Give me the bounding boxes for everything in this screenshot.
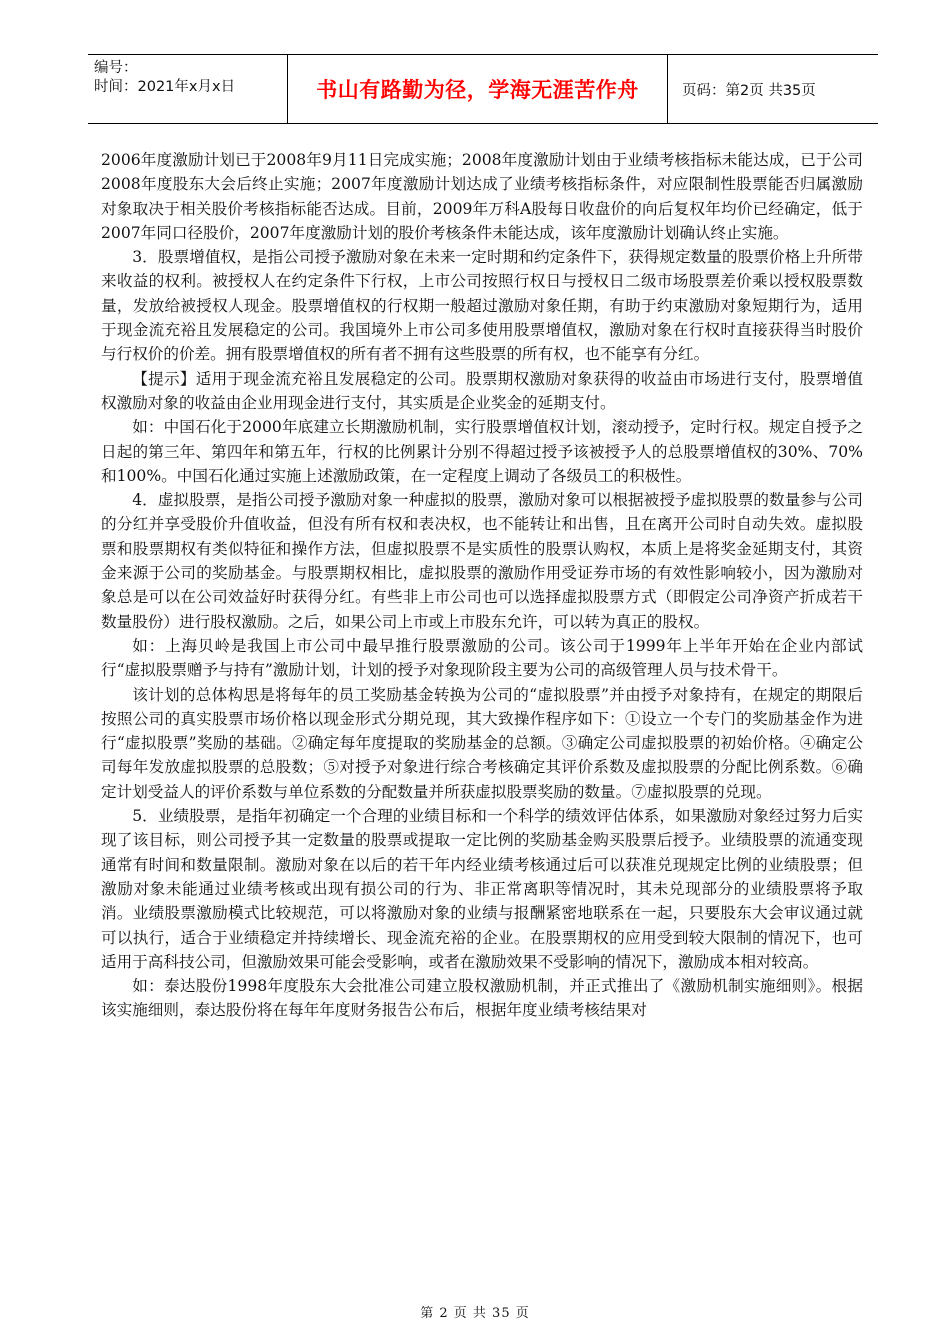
paragraph-1: 2006年度激励计划已于2008年9月11日完成实施；2008年度激励计划由于业绩考核指标未能达成，已于公司2008年度股东大会后终止实施；2007年度激励计划达成了业绩考核指标条件，对应限制性股票能否归属激励对象取决于相关股价考核指标能否达成。目前，2009年万科A股每日收盘价的向后复权年均价已经确定，低于2007年同口径股价，2007年度激励计划的股价考核条件未能达成，该年度激励计划确认终止实施。 xyxy=(101,151,863,242)
page-footer: 第 2 页 共 35 页 xyxy=(420,1306,530,1321)
header-motto: 书山有路勤为径，学海无涯苦作舟 xyxy=(288,55,668,123)
paragraph-2: 3．股票增值权，是指公司授予激励对象在未来一定时期和约定条件下，获得规定数量的股票价格上升所带来收益的权利。被授权人在约定条件下行权，上市公司按照行权日与授权日二级市场股票差价乘以授权股票数量，发放给被授权人现金。股票增值权的行权期一般超过激励对象任期，有助于约束激励对象短期行为，适用于现金流充裕且发展稳定的公司。我国境外上市公司多使用股票增值权，激励对象在行权时直接获得当时股价与行权价的价差。拥有股票增值权的所有者不拥有这些股票的所有权，也不能享有分红。 xyxy=(101,248,863,364)
paragraph-8: 5．业绩股票，是指年初确定一个合理的业绩目标和一个科学的绩效评估体系，如果激励对象经过努力后实现了该目标，则公司授予其一定数量的股票或提取一定比例的奖励基金购买股票后授予。业绩股票的流通变现通常有时间和数量限制。激励对象在以后的若干年内经业绩考核通过后可以获准兑现规定比例的业绩股票；但激励对象未能通过业绩考核或出现有损公司的行为、非正常离职等情况时，其未兑现部分的业绩股票将予取消。业绩股票激励模式比较规范，可以将激励对象的业绩与报酬紧密地联系在一起，只要股东大会审议通过就可以执行，适合于业绩稳定并持续增长、现金流充裕的企业。在股票期权的应用受到较大限制的情况下，也可适用于高科技公司，但激励效果可能会受影响，或者在激励效果不受影响的情况下，激励成本相对较高。 xyxy=(101,807,863,971)
paragraph-6: 如：上海贝岭是我国上市公司中最早推行股票激励的公司。该公司于1999年上半年开始在企业内部试行“虚拟股票赠予与持有”激励计划，计划的授予对象现阶段主要为公司的高级管理人员与技术骨干。 xyxy=(101,636,863,680)
document-body xyxy=(101,148,863,1023)
paragraph-5: 4．虚拟股票，是指公司授予激励对象一种虚拟的股票，激励对象可以根据被授予虚拟股票的数量参与公司的分红并享受股价升值收益，但没有所有权和表决权，也不能转让和出售，且在离开公司时自动失效。虚拟股票和股票期权有类似特征和操作方法，但虚拟股票不是实质性的股票认购权，本质上是将奖金延期支付，其资金来源于公司的奖励基金。与股票期权相比，虚拟股票的激励作用受证券市场的有效性影响较小，因为激励对象总是可以在公司效益好时获得分红。有些非上市公司也可以选择虚拟股票方式（即假定公司净资产折成若干数量股份）进行股权激励。之后，如果公司上市或上市股东允许，可以转为真正的股权。 xyxy=(101,491,863,631)
paragraph-7: 该计划的总体构思是将每年的员工奖励基金转换为公司的“虚拟股票”并由授予对象持有，在规定的期限后按照公司的真实股票市场价格以现金形式分期兑现，其大致操作程序如下：①设立一个专门的奖励基金作为进行“虚拟股票”奖励的基础。②确定每年度提取的奖励基金的总额。③确定公司虚拟股票的初始价格。④确定公司每年发放虚拟股票的总股数；⑤对授予对象进行综合考核确定其评价系数及虚拟股票的分配比例系数。⑥确定计划受益人的评价系数与单位系数的分配数量并所获虚拟股票奖励的数量。⑦虚拟股票的兑现。 xyxy=(101,685,863,801)
paragraph-9: 如：泰达股份1998年度股东大会批准公司建立股权激励机制，并正式推出了《激励机制实施细则》。根据该实施细则，泰达股份将在每年年度财务报告公布后，根据年度业绩考核结果对 xyxy=(101,977,863,1020)
paragraph-4: 如：中国石化于2000年底建立长期激励机制，实行股票增值权计划，滚动授予，定时行权。规定自授予之日起的第三年、第四年和第五年，行权的比例累计分别不得超过授予该被授予人的总股票增值权的30%、70%和100%。中国石化通过实施上述激励政策，在一定程度上调动了各级员工的积极性。 xyxy=(101,418,863,485)
header-meta xyxy=(88,55,288,123)
number-label: 编号： xyxy=(94,60,138,76)
page-header xyxy=(88,54,878,124)
header-page-info: 页码：第2页 共35页 xyxy=(682,82,816,99)
paragraph-3: 【提示】适用于现金流充裕且发展稳定的公司。股票期权激励对象获得的收益由市场进行支付，股票增值权激励对象的收益由企业用现金进行支付，其实质是企业奖金的延期支付。 xyxy=(101,369,863,412)
date-label: 时间：2021年x月x日 xyxy=(94,79,236,95)
